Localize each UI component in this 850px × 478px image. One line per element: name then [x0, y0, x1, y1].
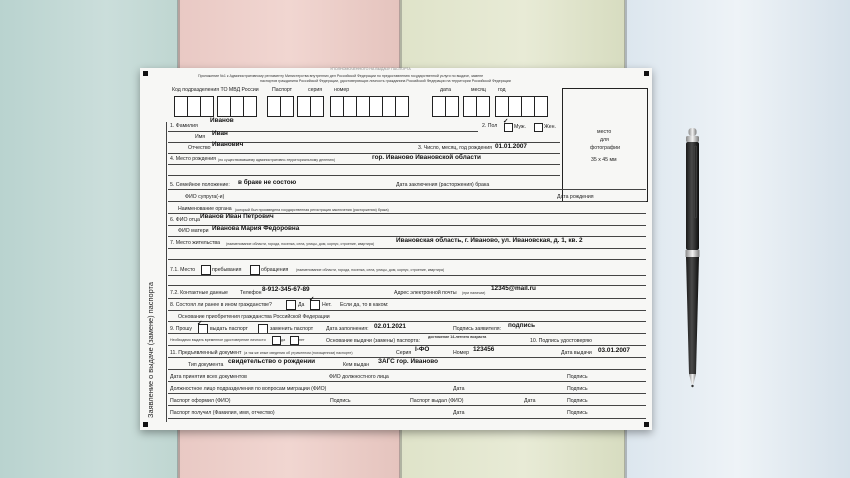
other-cit-no-check-mark: ✓ — [309, 296, 315, 303]
signature-label: Подпись — [567, 386, 588, 392]
other-cit-yes-checkbox[interactable] — [286, 300, 296, 310]
phone-label: Телефон — [240, 290, 262, 296]
other-cit-which-label: Если да, то в каком: — [340, 302, 389, 308]
year-cell[interactable] — [521, 96, 535, 117]
stay-hint: (наименование области, города, поселка, села, улицы, дом, корпус, строение, квартира) — [296, 268, 445, 272]
photo-text: фотографии — [590, 145, 620, 151]
year-label: год — [498, 87, 506, 93]
wood-plank-white — [625, 0, 850, 478]
reason-value[interactable]: достижение 14-летнего возраста — [428, 335, 487, 339]
year-cell[interactable] — [534, 96, 548, 117]
applicant-signature-value[interactable]: подпись — [508, 322, 536, 329]
acquisition-label: Основание приобретения гражданства Российской Федерации — [178, 314, 330, 320]
temp-id-label: Необходимо выдать временное удостоверение личности — [170, 338, 266, 342]
prev-doc-label: 11. Предъявленный документ — [170, 350, 242, 356]
email-hint: (при наличии) — [462, 291, 486, 295]
request-label: 9. Прошу — [170, 326, 193, 332]
row-rule — [168, 321, 646, 322]
year-cell[interactable] — [495, 96, 509, 117]
row-rule — [168, 405, 646, 406]
residence-value[interactable]: Ивановская область, г. Иваново, ул. Ивановская, д. 1, кв. 2 — [396, 237, 583, 244]
request-issue-check-mark: ✓ — [197, 320, 203, 327]
number-cell[interactable] — [356, 96, 370, 117]
filled-date-label: Дата заполнения: — [326, 326, 369, 332]
number-cell[interactable] — [330, 96, 344, 117]
certify-label: 10. Подпись удостоверяю — [530, 338, 592, 344]
spouse-dob-label: Дата рождения — [557, 194, 594, 200]
row-rule — [168, 381, 646, 382]
request-issue-label: выдать паспорт — [210, 326, 248, 332]
received-label: Паспорт получил (Фамилия, имя, отчество) — [170, 410, 275, 416]
row-rule — [168, 248, 646, 249]
residence-label: 7. Место жительства — [170, 240, 220, 246]
header-line-2: паспортов гражданина Российской Федерации, удостоверяющих личность гражданина Российской Федерации на территории Российской Федерации — [260, 79, 511, 83]
mother-value[interactable]: Иванова Мария Федоровна — [212, 225, 300, 232]
birthplace-label: 4. Место рождения — [170, 156, 216, 162]
number-field-value[interactable]: 123456 — [473, 346, 495, 353]
unit-code-cell[interactable] — [187, 96, 201, 117]
request-replace-label: заменить паспорт — [270, 326, 314, 332]
temp-id-yes-label: да — [281, 338, 286, 342]
day-cell[interactable] — [432, 96, 446, 117]
stay-label: 7.1. Место — [170, 267, 196, 273]
issuer-label: Кем выдан — [343, 362, 370, 368]
series-label: серия — [308, 87, 323, 93]
marriage-date-label: Дата заключения (расторжения) брака — [396, 182, 490, 188]
number-field-label: Номер — [453, 350, 469, 356]
ballpoint-pen — [683, 128, 702, 388]
series-field-label: Серия — [396, 350, 412, 356]
issuer-value[interactable]: ЗАГС гор. Иваново — [378, 358, 438, 365]
passport-label: Паспорт — [272, 87, 293, 93]
series-cell[interactable] — [267, 96, 281, 117]
left-margin-rule — [166, 122, 167, 422]
sex-female-label: Жен. — [544, 124, 556, 130]
number-cell[interactable] — [343, 96, 357, 117]
father-value[interactable]: Иванов Иван Петрович — [200, 213, 274, 220]
side-title: Заявление о выдаче (замене) паспорта — [146, 282, 155, 418]
registration-mark — [143, 422, 148, 427]
day-label: дата — [440, 87, 452, 93]
appeal-checkbox[interactable] — [250, 265, 260, 275]
surname-label: 1. Фамилия — [170, 123, 198, 129]
month-cell[interactable] — [463, 96, 477, 117]
registration-mark — [644, 71, 649, 76]
row-rule — [168, 298, 646, 299]
unit-code-cell[interactable] — [217, 96, 231, 117]
unit-code-cell[interactable] — [174, 96, 188, 117]
date-label: Дата — [453, 386, 465, 392]
sex-male-check-mark: ✓ — [503, 118, 509, 125]
migration-official-label: Должностное лицо подразделения по вопросам миграции (ФИО) — [170, 386, 327, 392]
unit-code-cell[interactable] — [230, 96, 244, 117]
signature-label: Подпись — [567, 398, 588, 404]
sex-male-label: Муж. — [514, 124, 526, 130]
registry-label: Наименование органа — [178, 206, 232, 212]
issued-by-label: Паспорт выдал (ФИО) — [410, 398, 464, 404]
row-rule — [168, 164, 560, 165]
month-cell[interactable] — [476, 96, 490, 117]
other-cit-yes-label: Да — [298, 302, 305, 308]
row-rule — [168, 189, 646, 190]
temp-id-no-label: нет — [299, 338, 305, 342]
series-cell[interactable] — [310, 96, 324, 117]
unit-code-label: Код подразделения ТО МВД России — [172, 87, 259, 93]
doc-type-label: Тип документа — [188, 362, 224, 368]
surname-value[interactable]: Иванов — [210, 117, 234, 124]
prev-doc-hint: (а так же иные сведения об утраченном (похищенном) паспорте) — [244, 351, 353, 355]
issue-date-value[interactable]: 03.01.2007 — [598, 347, 630, 354]
month-label: месяц — [471, 87, 486, 93]
dob-label: 3. Число, месяц, год рождения — [418, 145, 492, 151]
reason-label: Основание выдачи (замены) паспорта: — [326, 338, 420, 344]
series-cell[interactable] — [297, 96, 311, 117]
row-rule — [168, 285, 646, 286]
row-rule — [168, 369, 646, 370]
year-cell[interactable] — [508, 96, 522, 117]
photo-size: 35 х 45 мм — [591, 157, 617, 163]
number-cell[interactable] — [382, 96, 396, 117]
signature-label: Подпись — [567, 410, 588, 416]
row-rule — [168, 201, 646, 202]
drafted-label: Паспорт оформил (ФИО) — [170, 398, 231, 404]
unit-code-cell[interactable] — [243, 96, 257, 117]
patronymic-value[interactable]: Иванович — [212, 141, 244, 148]
row-rule — [168, 275, 646, 276]
row-rule — [168, 175, 560, 176]
date-label: Дата — [524, 398, 536, 404]
stay-checkbox[interactable] — [201, 265, 211, 275]
birthplace-hint: (по существовавшему административно-территориальному делению) — [218, 158, 336, 162]
registry-hint: (который был произведена государственная регистрация заключения (расторжения) брака) — [235, 208, 389, 212]
marital-value[interactable]: в браке не состою — [238, 179, 297, 186]
number-label: номер — [334, 87, 350, 93]
email-value[interactable]: 12345@mail.ru — [491, 285, 536, 292]
residence-hint: (наименование области, города, поселка, села, улицы, дом, корпус, строение, квартира) — [226, 242, 375, 246]
series-cell[interactable] — [280, 96, 294, 117]
row-rule — [168, 345, 646, 346]
name-label: Имя — [195, 134, 206, 140]
stay-option-label: пребывания — [212, 267, 242, 273]
date-label: Дата — [453, 410, 465, 416]
mother-label: ФИО матери — [178, 228, 209, 234]
row-rule — [168, 259, 646, 260]
number-cell[interactable] — [395, 96, 409, 117]
email-label: Адрес электронной почты — [394, 290, 457, 296]
number-cell[interactable] — [369, 96, 383, 117]
father-label: 6. ФИО отца — [170, 217, 200, 223]
accept-date-label: Дата принятия всех документов — [170, 374, 247, 380]
series-field-value[interactable]: I-ФО — [415, 346, 430, 353]
other-cit-no-label: Нет. — [322, 302, 332, 308]
cut-line-text: УПОЛНОМОЧЕННОГО НА ВЫДАЧУ ПАСПОРТА — [330, 67, 411, 71]
birthplace-value[interactable]: гор. Иваново Ивановской области — [372, 154, 481, 161]
issue-date-label: Дата выдачи — [561, 350, 592, 356]
registration-mark — [644, 422, 649, 427]
contacts-label: 7.2. Контактные данные — [170, 290, 228, 296]
spouse-label: ФИО супруга(-и) — [185, 194, 225, 200]
signature-label: Подпись — [567, 374, 588, 380]
applicant-signature-label: Подпись заявителя: — [453, 326, 502, 332]
day-cell[interactable] — [445, 96, 459, 117]
unit-code-cell[interactable] — [200, 96, 214, 117]
temp-id-no-checkbox[interactable] — [290, 336, 299, 345]
row-rule — [168, 393, 646, 394]
row-rule — [168, 333, 646, 334]
sex-female-checkbox[interactable] — [534, 123, 543, 132]
appeal-option-label: обращения — [261, 267, 289, 273]
marital-label: 5. Семейное положение: — [170, 182, 230, 188]
photo-text: для — [600, 137, 609, 143]
sex-label: 2. Пол — [482, 123, 498, 129]
official-name-label: ФИО должностного лица — [329, 374, 389, 380]
phone-value[interactable]: 8-912-345-67-89 — [262, 286, 310, 293]
filled-date-value[interactable]: 02.01.2021 — [374, 323, 406, 330]
row-rule — [168, 310, 646, 311]
doc-type-value[interactable]: свидетельство о рождении — [228, 358, 316, 365]
photo-text: место — [597, 129, 612, 135]
registration-mark — [143, 71, 148, 76]
passport-application-form — [140, 68, 652, 430]
name-value[interactable]: Иван — [212, 130, 228, 137]
dob-value[interactable]: 01.01.2007 — [495, 143, 527, 150]
row-rule — [168, 418, 646, 419]
signature-label: Подпись — [330, 398, 351, 404]
header-line-1: Приложение №1 к Административному регламенту Министерства внутренних дел Российской Федерации по предоставлению государственной услуги по выдаче, замене — [198, 74, 484, 78]
temp-id-yes-checkbox[interactable] — [272, 336, 281, 345]
patronymic-label: Отчество — [188, 145, 211, 151]
other-citizenship-label: 8. Состоял ли ранее в ином гражданстве? — [170, 302, 272, 308]
row-rule — [168, 153, 560, 154]
